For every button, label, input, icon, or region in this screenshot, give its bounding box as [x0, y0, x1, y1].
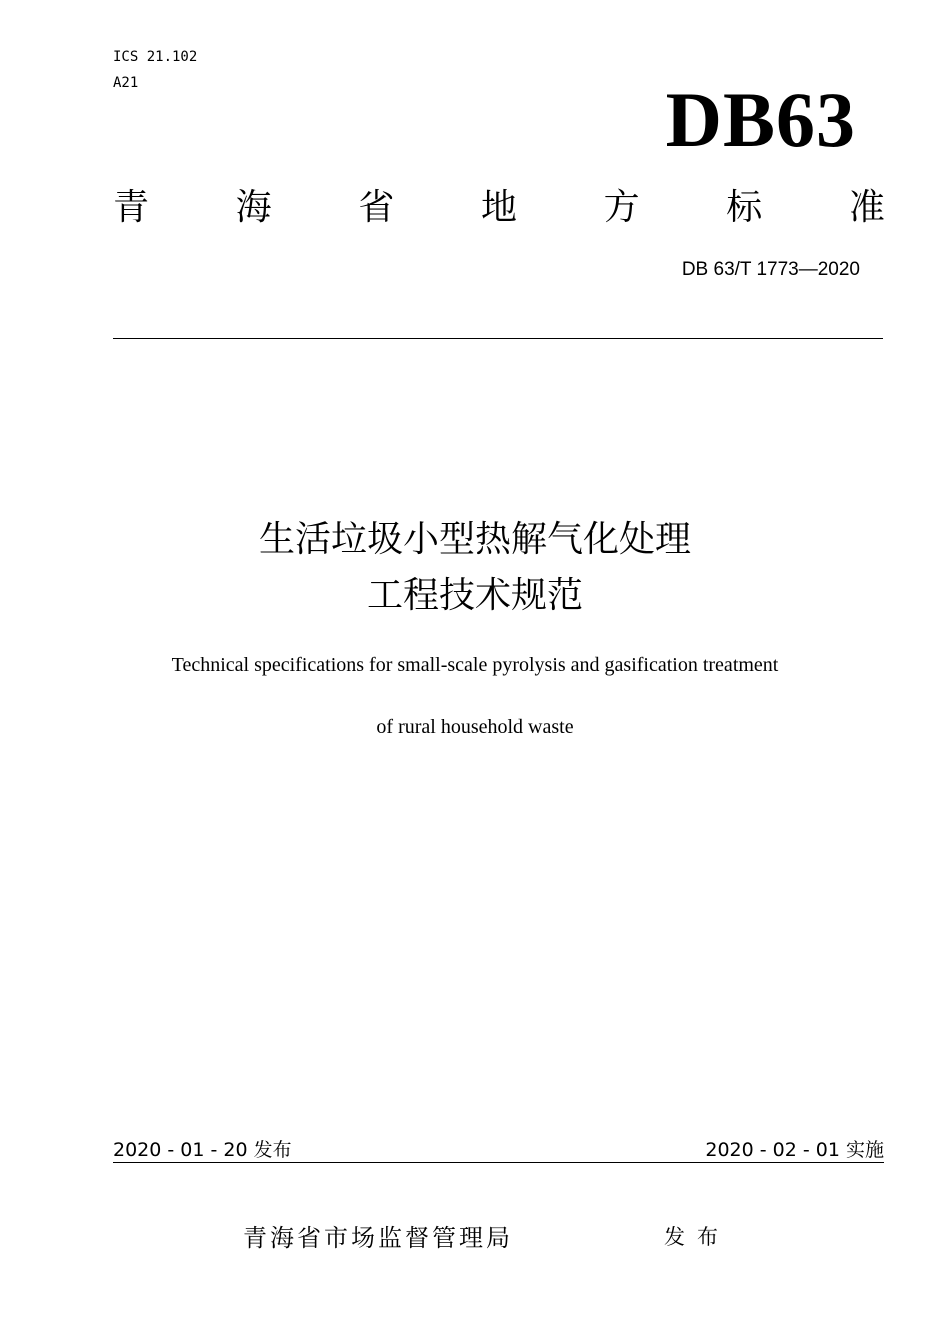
standard-type-char: 青	[113, 187, 150, 228]
implementation-date: 2020 - 02 - 01 实施	[705, 1139, 884, 1161]
standard-type-char: 方	[603, 187, 640, 228]
title-cn-line2: 工程技术规范	[366, 575, 583, 616]
standard-type-char: 海	[235, 187, 272, 228]
standard-type-char: 省	[358, 187, 395, 228]
standard-type-char: 地	[480, 187, 517, 228]
issuing-label: 发布	[664, 1225, 730, 1249]
classification-code: A21	[113, 75, 139, 91]
header-divider	[113, 338, 883, 339]
standard-type-heading	[113, 184, 885, 232]
standard-number: DB 63/T 1773—2020	[681, 259, 860, 280]
db-code-logo: DB63	[665, 76, 856, 163]
title-en-line2: of rural household waste	[376, 716, 574, 738]
standard-type-char: 准	[848, 187, 885, 228]
title-en-line1: Technical specifications for small-scale pyrolysis and gasification treatment	[171, 654, 779, 676]
title-cn-line1: 生活垃圾小型热解气化处理	[258, 519, 691, 560]
issue-date: 2020 - 01 - 20 发布	[113, 1139, 292, 1161]
ics-code: ICS 21.102	[113, 49, 198, 65]
footer-divider	[113, 1162, 884, 1163]
issuing-authority: 青海省市场监督管理局	[243, 1224, 513, 1252]
standard-type-char: 标	[726, 187, 763, 228]
